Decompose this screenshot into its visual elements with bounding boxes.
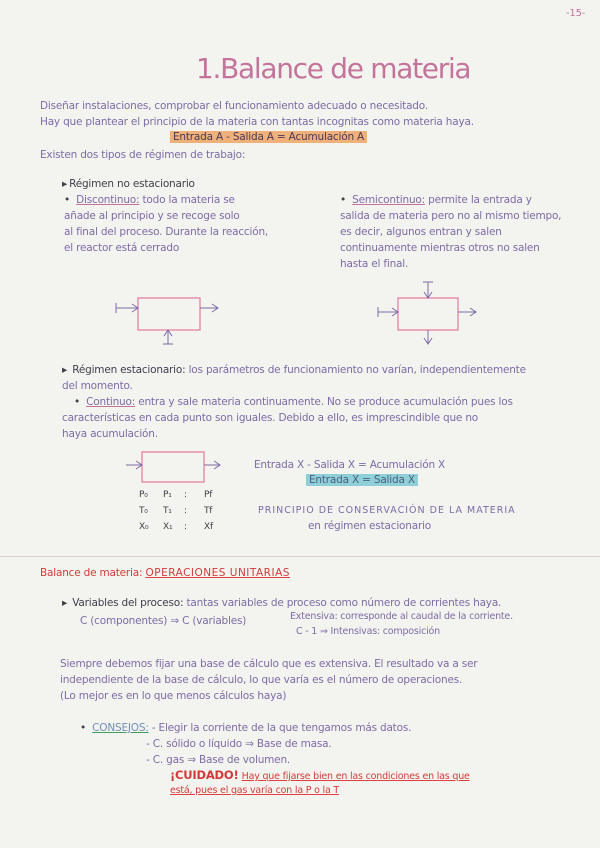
consejo-line-1 [80,722,411,734]
operaciones-heading-term: OPERACIONES UNITARIAS [145,567,290,579]
estacionario-eq-2: Entrada X = Salida X [306,474,418,486]
semicontinuo-reactor-diagram [376,280,486,350]
continuo-line-1 [74,396,513,408]
variables-term: Variables del proceso: [72,597,184,609]
variables-rest: tantas variables de proceso como número de corrientes haya. [186,597,502,609]
semicontinuo-text-4: continuamente mientras otros no salen [340,242,540,254]
continuo-text-3: haya acumulación. [62,428,158,440]
intro-line-2: Hay que plantear el principio de la materia con tantas incognitas como materia haya. [40,116,474,128]
operaciones-heading [40,567,290,579]
semicontinuo-line-1 [340,194,532,206]
label-x1: X₁ [163,522,173,532]
base-line-3: (Lo mejor es en lo que menos cálculos haya) [60,690,287,702]
discontinuo-term: Discontinuo: [76,194,140,206]
label-pf: Pf [204,490,213,500]
label-p0: P₀ [139,490,148,500]
no-estacionario-heading: ▸ Régimen no estacionario [62,178,195,190]
consejo-1: - Elegir la corriente de la que tengamos más datos. [151,722,412,734]
continuo-text-2: características en cada punto son iguales. Debido a ello, es imprescindible que no [62,412,479,424]
operaciones-heading-prefix: Balance de materia: [40,567,143,579]
section-divider [0,556,600,557]
semicontinuo-text-1: permite la entrada y [428,194,532,206]
page-number: -15- [566,8,586,19]
discontinuo-reactor-diagram [110,290,230,350]
semicontinuo-text-2: salida de materia pero no al mismo tiempo, [340,210,562,222]
base-line-1: Siempre debemos fijar una base de cálculo que es extensiva. El resultado va a ser [60,658,478,670]
extensiva-line: Extensiva: corresponde al caudal de la corriente. [290,611,513,622]
continuo-reactor-diagram [124,448,224,488]
principle-line-1: PRINCIPIO DE CONSERVACIÓN DE LA MATERIA [258,505,516,516]
cuidado-text-1: Hay que fijarse bien en las condiciones en las que [241,771,470,782]
discontinuo-text-4: el reactor está cerrado [64,242,180,254]
semicontinuo-term: Semicontinuo: [352,194,425,206]
estacionario-heading: Régimen estacionario: [72,364,186,376]
label-p-dots: : [184,490,187,500]
intro-line-3: Existen dos tipos de régimen de trabajo: [40,149,246,161]
principle-line-2: en régimen estacionario [308,520,432,532]
cuidado-line-1 [170,768,470,782]
continuo-text-1: entra y sale materia continuamente. No se produce acumulación pues los [138,396,513,408]
c-componentes: C (componentes) ⇒ C (variables) [80,615,247,627]
consejo-3: - C. gas ⇒ Base de volumen. [146,754,291,766]
page-title: 1.Balance de materia [196,52,471,85]
base-line-2: independiente de la base de cálculo, lo que varía es el número de operaciones. [60,674,463,686]
label-t-dots: : [184,506,187,516]
cuidado-text-2: está, pues el gas varía con la P o la T [170,785,340,796]
intro-equation: Entrada A - Salida A = Acumulación A [170,131,367,143]
label-t1: T₁ [163,506,172,516]
label-p1: P₁ [163,490,172,500]
estacionario-heading-line [62,364,526,376]
discontinuo-line-1 [64,194,235,206]
intro-line-1: Diseñar instalaciones, comprobar el funcionamiento adecuado o necesitado. [40,100,428,112]
consejo-2: - C. sólido o líquido ⇒ Base de masa. [146,738,332,750]
estacionario-heading-line-2: del momento. [62,380,133,392]
continuo-term: Continuo: [86,396,136,408]
intensiva-line: C - 1 ⇒ Intensivas: composición [296,626,440,637]
label-t0: T₀ [139,506,148,516]
label-tf: Tf [204,506,213,516]
consejos-term: CONSEJOS: [92,722,149,734]
label-x-dots: : [184,522,187,532]
semicontinuo-text-3: es decir, algunos entran y salen [340,226,502,238]
estacionario-heading-rest: los parámetros de funcionamiento no varían, independientemente [188,364,526,376]
variables-line [62,597,501,609]
semicontinuo-text-5: hasta el final. [340,258,409,270]
discontinuo-text-3: al final del proceso. Durante la reacción, [64,226,269,238]
label-xf: Xf [204,522,213,532]
estacionario-eq-1: Entrada X - Salida X = Acumulación X [254,459,446,471]
discontinuo-text-1: todo la materia se [142,194,235,206]
discontinuo-text-2: añade al principio y se recoge solo [64,210,240,222]
label-x0: X₀ [139,522,149,532]
cuidado-term: ¡CUIDADO! [170,768,239,782]
